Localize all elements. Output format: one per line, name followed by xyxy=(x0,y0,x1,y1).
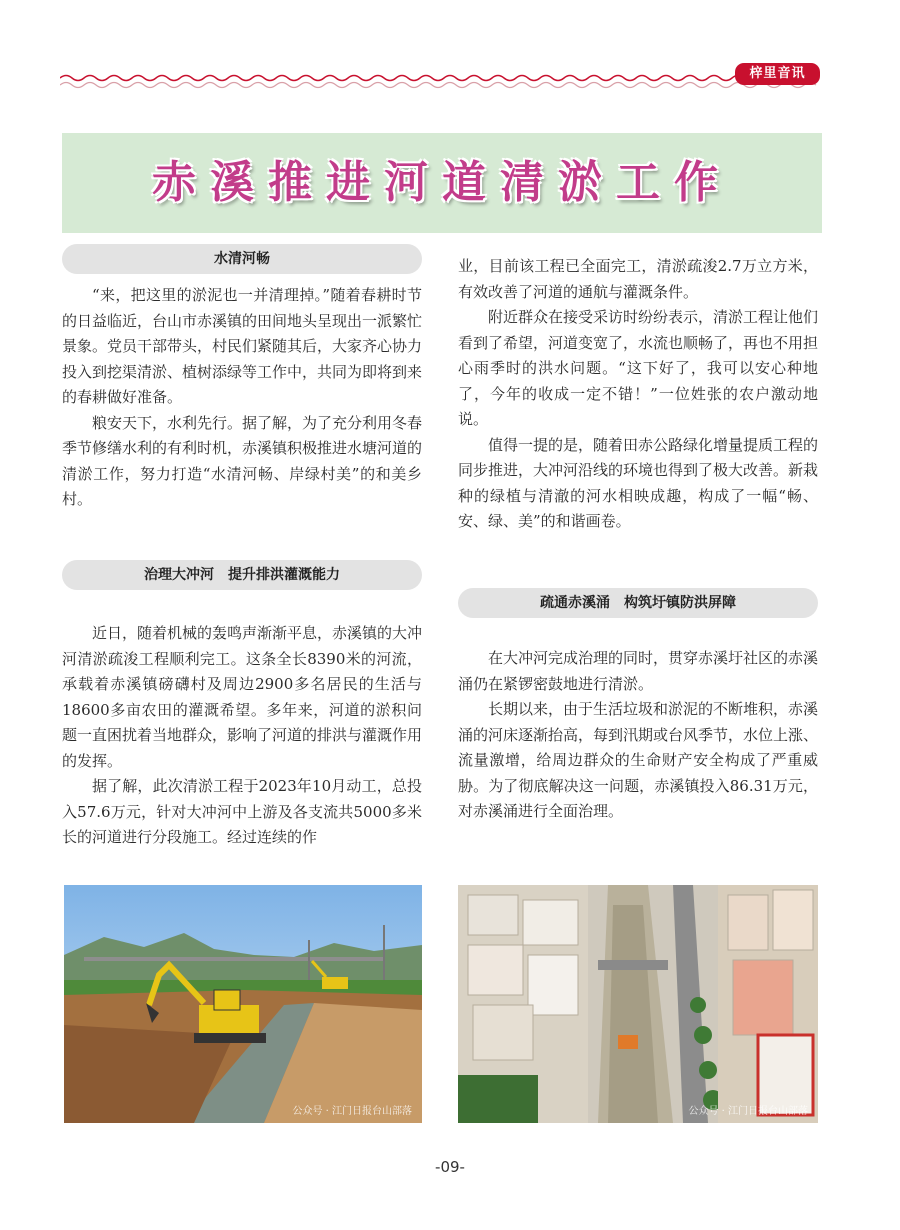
photo-watermark: 公众号 · 江门日报台山部落 xyxy=(292,1106,412,1117)
column-left-top xyxy=(62,283,422,513)
paragraph-continued: 业，目前该工程已全面完工，清淤疏浚2.7万立方米，有效改善了河道的通航与灌溉条件。 xyxy=(458,257,818,301)
photo-watermark: 公众号 · 江门日报台山部落 xyxy=(688,1106,808,1117)
paragraph: 值得一提的是，随着田赤公路绿化增量提质工程的同步推进，大冲河沿线的环境也得到了极大改善。新栽种的绿植与清澈的河水相映成趣，构成了一幅“畅、安、绿、美”的和谐画卷。 xyxy=(458,435,819,530)
paragraph: 粮安天下，水利先行。据了解，为了充分利用冬春季节修缮水利的有利时机，赤溪镇积极推进水塘河道的清淤工作，努力打造“水清河畅、岸绿村美”的和美乡村。 xyxy=(62,413,423,508)
decorative-wave-rule xyxy=(60,70,820,92)
paragraph: “来，把这里的淤泥也一并清理掉。”随着春耕时节的日益临近，台山市赤溪镇的田间地头呈现出一派繁忙景象。党员干部带头，村民们紧随其后，大家齐心协力投入到挖渠清淤、植树添绿等工作中，共同为即将到来的春耕做好准备。 xyxy=(62,286,423,406)
paragraph: 附近群众在接受采访时纷纷表示，清淤工程让他们看到了希望，河道变宽了，水流也顺畅了，再也不用担心雨季时的洪水问题。“这下好了，我可以安心种地了，今年的收成一定不错！”一位姓张的农户激动地说。 xyxy=(458,308,819,428)
paragraph: 长期以来，由于生活垃圾和淤泥的不断堆积，赤溪涌的河床逐渐抬高，每到汛期或台风季节，水位上涨、流量激增，给周边群众的生命财产安全构成了严重威胁。为了彻底解决这一问题，赤溪镇投入86.31万元，对赤溪涌进行全面治理。 xyxy=(458,700,819,820)
section-badge: 梓里音讯 xyxy=(735,63,820,85)
page-number: -09- xyxy=(435,1158,465,1176)
subheading-dachong-river: 治理大冲河 提升排洪灌溉能力 xyxy=(62,560,422,590)
subheading-chixi-creek: 疏通赤溪涌 构筑圩镇防洪屏障 xyxy=(458,588,818,618)
paragraph: 在大冲河完成治理的同时，贯穿赤溪圩社区的赤溪涌仍在紧锣密鼓地进行清淤。 xyxy=(458,649,819,693)
column-left-bottom xyxy=(62,621,422,851)
paragraph: 据了解，此次清淤工程于2023年10月动工，总投入57.6万元，针对大冲河中上游及各支流共5000多米长的河道进行分段施工。经过连续的作 xyxy=(62,777,422,846)
article-title: 赤溪推进河道清淤工作 xyxy=(152,157,732,208)
title-band xyxy=(62,133,822,233)
paragraph: 近日，随着机械的轰鸣声渐渐平息，赤溪镇的大冲河清淤疏浚工程顺利完工。这条全长8390米的河流，承载着赤溪镇磅礴村及周边2900多名居民的生活与18600多亩农田的灌溉希望。多年来，河道的淤积问题一直困扰着当地群众，影响了河道的排洪与灌溉作用的发挥。 xyxy=(62,624,423,770)
column-right-bottom xyxy=(458,646,818,825)
photo-aerial-creek xyxy=(458,885,818,1123)
photo-excavator-river xyxy=(64,885,422,1123)
column-right-top xyxy=(458,254,818,535)
subheading-water-clear: 水清河畅 xyxy=(62,244,422,274)
